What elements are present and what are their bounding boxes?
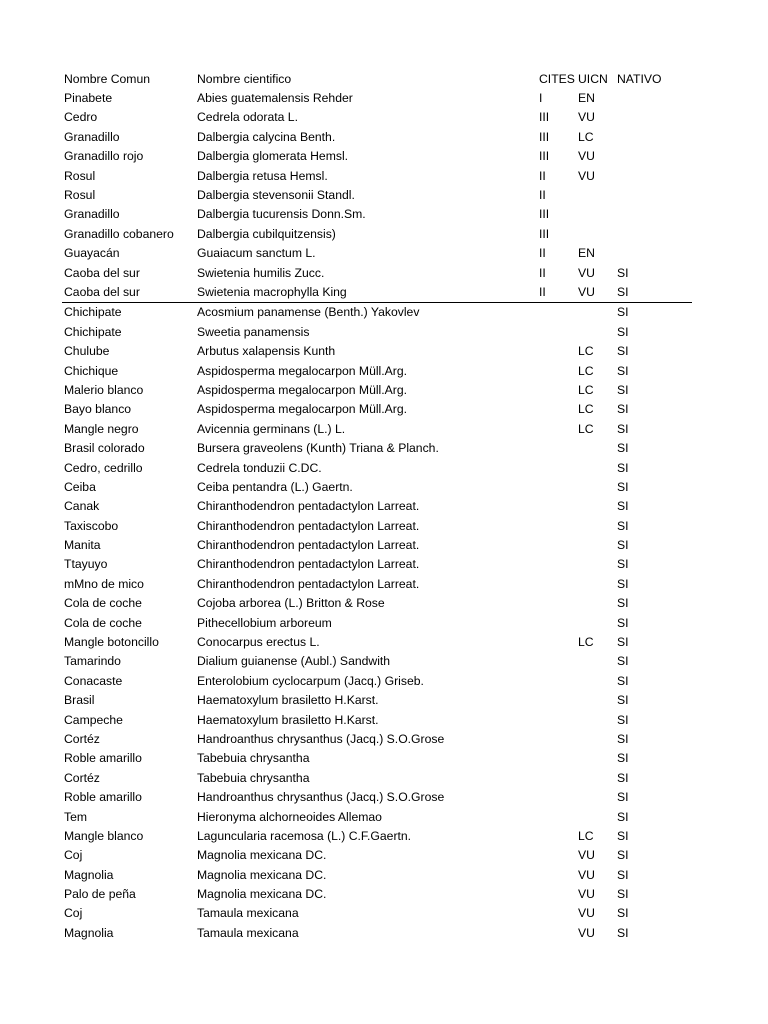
cell-cites: III [539,207,550,222]
cell-scientific-name: Swietenia macrophylla King [195,282,537,302]
cell-native [615,185,692,204]
cell-uicn: EN [578,91,595,106]
cell-native: SI [617,906,629,921]
table-row [62,108,692,127]
cell-common-name: Chulube [64,344,110,359]
cell-native: SI [617,712,629,727]
table-row [62,884,692,903]
cell-common-name: Rosul [64,168,96,183]
header-uicn: UICN [578,71,608,86]
cell-scientific-name: Tamaula mexicana [197,925,299,940]
cell-common-name: Palo de peña [64,887,136,902]
cell-uicn [576,302,615,322]
cell-native: SI [617,305,629,320]
table-row [62,749,692,768]
cell-common-name: mMno de mico [64,576,144,591]
cell-common-name: Pinabete [64,91,113,106]
cell-cites [537,826,576,845]
cell-native [615,166,692,185]
cell-cites [537,438,576,457]
cell-native: SI [617,324,629,339]
cell-scientific-name: Dialium guianense (Aubl.) Sandwith [197,654,391,669]
cell-uicn [576,322,615,341]
cell-cites: I [539,91,543,106]
cell-scientific-name: Chiranthodendron pentadactylon Larreat. [197,538,420,553]
cell-common-name: Magnolia [64,867,114,882]
cell-scientific-name: Dalbergia stevensonii Standl. [197,188,355,203]
cell-common-name: Cola de coche [64,615,142,630]
cell-scientific-name: Handroanthus chrysanthus (Jacq.) S.O.Grose [197,731,445,746]
cell-common-name: Magnolia [64,925,114,940]
cell-cites [537,846,576,865]
cell-scientific-name: Tabebuia chrysantha [197,751,310,766]
cell-common-name: Ttayuyo [64,557,108,572]
table-row [62,380,692,399]
cell-uicn [576,729,615,748]
cell-native: SI [617,344,629,359]
cell-uicn: LC [578,129,594,144]
cell-scientific-name: Handroanthus chrysanthus (Jacq.) S.O.Grose [197,790,445,805]
table-header [62,69,692,88]
cell-cites: II [539,265,546,280]
cell-cites [537,923,576,942]
table-row [62,88,692,107]
cell-native [615,127,692,146]
table-row [62,477,692,496]
cell-cites [537,361,576,380]
table-row [62,516,692,535]
table-row [62,535,692,554]
table-row [62,652,692,671]
cell-cites [537,535,576,554]
cell-cites [537,419,576,438]
cell-cites: III [539,149,550,164]
table-row [62,205,692,224]
header-cites: CITES [539,71,575,86]
cell-scientific-name: Chiranthodendron pentadactylon Larreat. [197,557,420,572]
cell-cites: II [539,188,546,203]
cell-uicn: LC [578,344,594,359]
table-row [62,904,692,923]
cell-uicn [576,185,615,204]
cell-common-name: Mangle blanco [64,828,144,843]
cell-common-name: Brasil colorado [64,441,145,456]
cell-native: SI [617,770,629,785]
cell-scientific-name: Dalbergia glomerata Hemsl. [197,149,349,164]
cell-native: SI [617,421,629,436]
table-row [62,865,692,884]
cell-cites [537,884,576,903]
cell-scientific-name: Haematoxylum brasiletto H.Karst. [197,693,379,708]
cell-native: SI [617,382,629,397]
cell-native: SI [617,673,629,688]
cell-scientific-name: Magnolia mexicana DC. [197,867,327,882]
table-row [62,263,692,282]
cell-native: SI [617,479,629,494]
cell-scientific-name: Cojoba arborea (L.) Britton & Rose [197,596,385,611]
cell-native [615,224,692,243]
cell-cites [537,865,576,884]
cell-scientific-name: Sweetia panamensis [197,324,310,339]
cell-common-name: Chichipate [64,324,122,339]
cell-uicn: EN [578,246,595,261]
table-row [62,729,692,748]
cell-native [615,205,692,224]
cell-cites [537,904,576,923]
cell-common-name: Cedro, cedrillo [64,460,143,475]
cell-scientific-name: Enterolobium cyclocarpum (Jacq.) Griseb. [197,673,424,688]
cell-uicn [576,749,615,768]
cell-native [615,244,692,263]
table-row [62,826,692,845]
cell-scientific-name: Chiranthodendron pentadactylon Larreat. [197,499,420,514]
cell-uicn [576,807,615,826]
cell-common-name: Roble amarillo [64,751,142,766]
cell-cites [537,594,576,613]
table-row [62,807,692,826]
cell-native: SI [617,731,629,746]
cell-native: SI [617,751,629,766]
cell-native: SI [617,654,629,669]
cell-uicn [576,535,615,554]
cell-uicn: VU [578,149,595,164]
cell-native: SI [617,460,629,475]
cell-cites [537,302,576,322]
cell-scientific-name: Acosmium panamense (Benth.) Yakovlev [197,305,420,320]
cell-scientific-name: Laguncularia racemosa (L.) C.F.Gaertn. [197,828,412,843]
cell-native: SI [617,809,629,824]
cell-uicn: VU [578,110,595,125]
cell-uicn: VU [578,906,595,921]
cell-uicn [576,458,615,477]
table-row [62,846,692,865]
cell-native: SI [617,867,629,882]
table-row [62,166,692,185]
cell-scientific-name: Magnolia mexicana DC. [197,848,327,863]
cell-common-name: Coj [64,906,83,921]
cell-scientific-name: Conocarpus erectus L. [197,635,320,650]
cell-uicn [576,574,615,593]
cell-uicn [576,594,615,613]
cell-scientific-name: Tamaula mexicana [197,906,299,921]
cell-scientific-name: Chiranthodendron pentadactylon Larreat. [197,518,420,533]
cell-cites [537,555,576,574]
table-row [62,361,692,380]
cell-common-name: Cortéz [64,731,100,746]
cell-cites [537,574,576,593]
table-row [62,244,692,263]
cell-native: SI [617,693,629,708]
cell-native: SI [617,499,629,514]
cell-cites [537,768,576,787]
table-row [62,594,692,613]
cell-common-name: Tamarindo [64,654,121,669]
cell-common-name: Campeche [64,712,123,727]
cell-cites [537,710,576,729]
cell-scientific-name: Dalbergia calycina Benth. [197,129,336,144]
cell-scientific-name: Chiranthodendron pentadactylon Larreat. [197,576,420,591]
table-row [62,282,692,302]
cell-scientific-name: Guaiacum sanctum L. [197,246,316,261]
table-row [62,691,692,710]
cell-scientific-name: Ceiba pentandra (L.) Gaertn. [197,479,353,494]
cell-common-name: Bayo blanco [64,402,132,417]
cell-common-name: Cola de coche [64,596,142,611]
cell-native: SI [617,848,629,863]
cell-common-name: Cortéz [64,770,100,785]
cell-scientific-name: Avicennia germinans (L.) L. [197,421,346,436]
cell-native: SI [617,557,629,572]
cell-common-name: Granadillo cobanero [64,226,174,241]
cell-uicn: LC [578,382,594,397]
cell-common-name: Taxiscobo [64,518,119,533]
cell-scientific-name: Abies guatemalensis Rehder [197,91,353,106]
cell-common-name: Mangle botoncillo [64,635,159,650]
table-row [62,497,692,516]
cell-scientific-name: Aspidosperma megalocarpon Müll.Arg. [197,402,407,417]
cell-common-name: Mangle negro [64,421,139,436]
cell-uicn: VU [578,168,595,183]
table-row [62,185,692,204]
cell-uicn [576,205,615,224]
table-row [62,671,692,690]
cell-uicn: LC [578,402,594,417]
cell-cites [537,729,576,748]
cell-cites [537,477,576,496]
cell-native: SI [617,518,629,533]
cell-common-name: Tem [64,809,88,824]
header-row [62,69,692,88]
cell-common-name: Chichique [64,363,119,378]
table-row [62,458,692,477]
cell-scientific-name: Arbutus xalapensis Kunth [197,344,336,359]
cell-scientific-name: Haematoxylum brasiletto H.Karst. [197,712,379,727]
table-row [62,768,692,787]
cell-uicn: LC [578,363,594,378]
cell-uicn [576,691,615,710]
cell-cites [537,341,576,360]
cell-cites [537,516,576,535]
cell-uicn [576,787,615,806]
cell-common-name: Caoba del sur [64,265,140,280]
table-row [62,127,692,146]
cell-native: SI [617,538,629,553]
table-body [62,88,692,942]
species-table [62,69,692,943]
cell-uicn [576,438,615,457]
cell-cites [537,497,576,516]
cell-scientific-name: Pithecellobium arboreum [197,615,332,630]
cell-cites: II [539,168,546,183]
cell-cites [537,671,576,690]
cell-uicn: LC [578,635,594,650]
cell-native [615,147,692,166]
cell-common-name: Brasil [64,693,95,708]
cell-uicn: VU [578,887,595,902]
cell-uicn [576,710,615,729]
cell-cites [537,458,576,477]
table-row [62,341,692,360]
cell-cites: II [539,246,546,261]
table-row [62,147,692,166]
cell-uicn [576,652,615,671]
cell-native: SI [617,635,629,650]
cell-scientific-name: Dalbergia cubilquitzensis) [197,226,336,241]
cell-common-name: Rosul [64,188,96,203]
cell-common-name: Malerio blanco [64,382,144,397]
cell-cites [537,787,576,806]
cell-common-name: Cedro [64,110,98,125]
cell-uicn: LC [578,421,594,436]
cell-uicn: VU [578,848,595,863]
table-row [62,632,692,651]
cell-cites [537,380,576,399]
table-row [62,400,692,419]
cell-scientific-name: Aspidosperma megalocarpon Müll.Arg. [197,363,407,378]
cell-native: SI [617,402,629,417]
table-row [62,224,692,243]
cell-scientific-name: Tabebuia chrysantha [197,770,310,785]
cell-cites [537,400,576,419]
table-row [62,438,692,457]
cell-common-name: Conacaste [64,673,123,688]
cell-scientific-name: Bursera graveolens (Kunth) Triana & Planch. [197,441,439,456]
cell-uicn [576,224,615,243]
cell-native [615,108,692,127]
cell-scientific-name: Hieronyma alchorneoides Allemao [197,809,382,824]
cell-cites: III [539,110,550,125]
table-row [62,574,692,593]
cell-uicn: LC [578,828,594,843]
cell-cites: III [539,129,550,144]
cell-cites [537,322,576,341]
cell-uicn: VU [576,282,615,302]
cell-uicn [576,516,615,535]
table-row [62,787,692,806]
cell-uicn: VU [578,265,595,280]
cell-cites [537,691,576,710]
cell-cites [537,807,576,826]
cell-native: SI [617,790,629,805]
cell-common-name: Canak [64,499,100,514]
cell-uicn: VU [578,867,595,882]
cell-cites [537,613,576,632]
cell-common-name: Granadillo [64,129,120,144]
cell-scientific-name: Dalbergia retusa Hemsl. [197,168,328,183]
cell-native: SI [617,828,629,843]
table-row [62,322,692,341]
table-row [62,419,692,438]
cell-native: SI [617,615,629,630]
cell-common-name: Granadillo rojo [64,149,144,164]
cell-common-name: Chichipate [64,305,122,320]
cell-common-name: Coj [64,848,83,863]
cell-uicn [576,497,615,516]
cell-common-name: Guayacán [64,246,120,261]
table-row [62,555,692,574]
cell-common-name: Manita [64,538,101,553]
cell-native: SI [615,282,692,302]
cell-native: SI [617,441,629,456]
cell-native: SI [617,576,629,591]
header-common-name: Nombre Comun [64,71,151,86]
header-scientific-name: Nombre cientifico [197,71,292,86]
cell-uicn: VU [578,925,595,940]
cell-common-name: Granadillo [64,207,120,222]
cell-native: SI [617,265,629,280]
cell-uicn [576,613,615,632]
cell-cites: II [537,282,576,302]
cell-scientific-name: Swietenia humilis Zucc. [197,265,325,280]
cell-cites [537,652,576,671]
cell-native: SI [617,363,629,378]
cell-common-name: Ceiba [64,479,96,494]
cell-scientific-name: Cedrela tonduzii C.DC. [197,460,322,475]
cell-native [615,88,692,107]
cell-uicn [576,555,615,574]
cell-native: SI [617,887,629,902]
cell-common-name: Roble amarillo [64,790,142,805]
table-row [62,302,692,322]
table-row [62,613,692,632]
cell-cites [537,632,576,651]
cell-native: SI [617,596,629,611]
cell-native: SI [617,925,629,940]
cell-scientific-name: Magnolia mexicana DC. [197,887,327,902]
header-native: NATIVO [617,71,662,86]
cell-uicn [576,671,615,690]
cell-cites [537,749,576,768]
cell-common-name: Caoba del sur [62,282,195,302]
cell-uicn [576,768,615,787]
cell-scientific-name: Cedrela odorata L. [197,110,298,125]
cell-uicn [576,477,615,496]
cell-cites: III [539,226,550,241]
cell-scientific-name: Aspidosperma megalocarpon Müll.Arg. [197,382,407,397]
cell-scientific-name: Dalbergia tucurensis Donn.Sm. [197,207,366,222]
table-row [62,710,692,729]
table-row [62,923,692,942]
